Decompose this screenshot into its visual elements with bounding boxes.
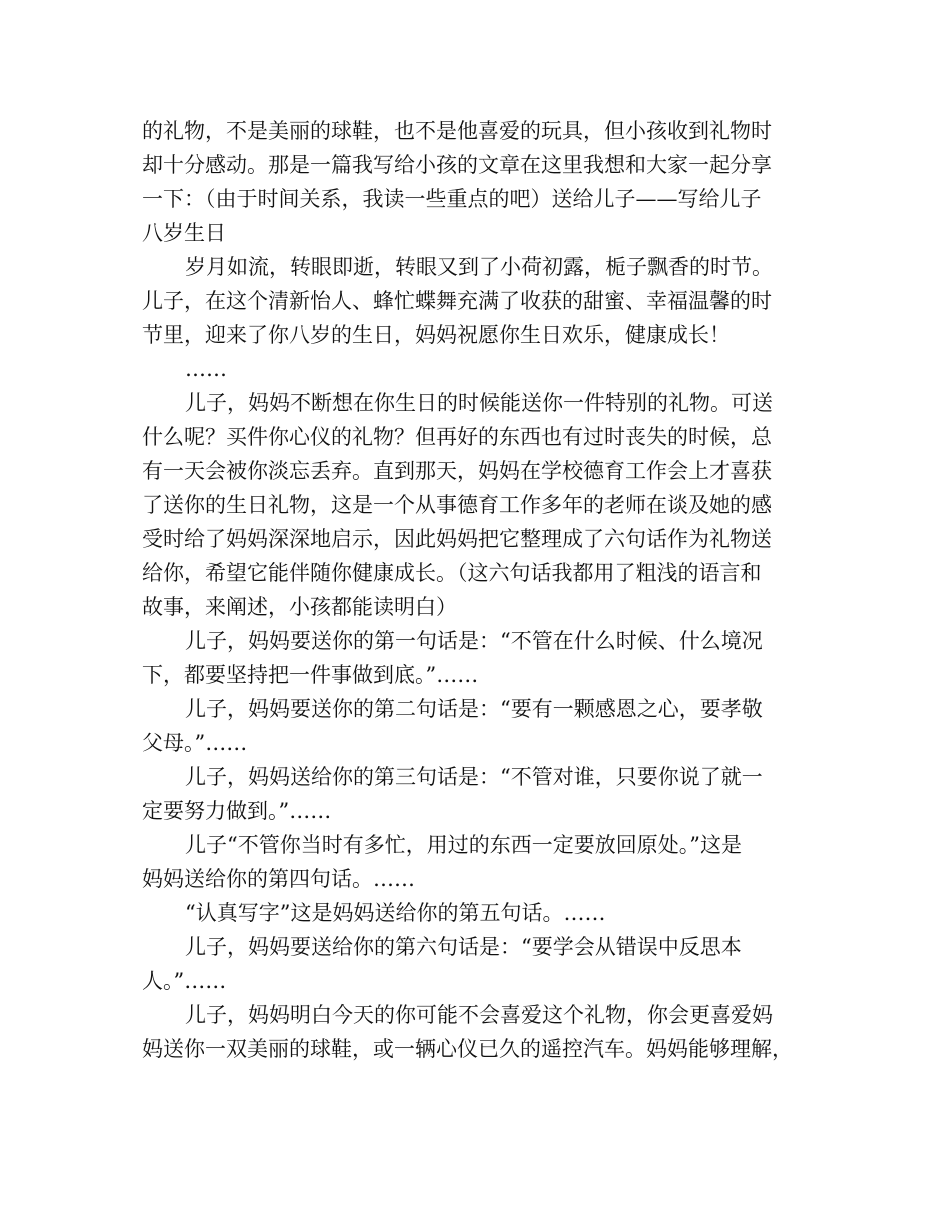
text-line: 妈妈送给你的第四句话。…… [142, 867, 415, 891]
text-line: 儿子，妈妈送给你的第三句话是：“不管对谁，只要你说了就一 [185, 765, 763, 789]
text-line: 人。”…… [142, 969, 227, 993]
text-line: 下，都要坚持把一件事做到底。”…… [142, 663, 479, 687]
article-body [142, 114, 822, 1066]
text-line: 一下：（由于时间关系，我读一些重点的吧）送给儿子——写给儿子 [142, 187, 762, 211]
text-line: 定要努力做到。”…… [142, 799, 332, 823]
text-line: 的礼物，不是美丽的球鞋，也不是他喜爱的玩具，但小孩收到礼物时 [142, 119, 772, 143]
text-line: 受时给了妈妈深深地启示，因此妈妈把它整理成了六句话作为礼物送 [142, 527, 772, 551]
text-line: 妈送你一双美丽的球鞋，或一辆心仪已久的遥控汽车。妈妈能够理解， [142, 1037, 793, 1061]
text-line: 儿子，妈妈要送给你的第六句话是：“要学会从错误中反思本 [185, 935, 742, 959]
text-line: …… [185, 357, 227, 381]
text-line: 儿子，妈妈要送你的第二句话是：“要有一颗感恩之心，要孝敬 [185, 697, 763, 721]
text-line: 儿子“不管你当时有多忙，用过的东西一定要放回原处。”这是 [185, 833, 742, 857]
text-line: 儿子，妈妈要送你的第一句话是：“不管在什么时候、什么境况 [185, 629, 763, 653]
text-line: “认真写字”这是妈妈送给你的第五句话。…… [185, 901, 606, 925]
text-line: 节里，迎来了你八岁的生日，妈妈祝愿你生日欢乐，健康成长！ [142, 323, 730, 347]
text-line: 儿子，在这个清新怡人、蜂忙蝶舞充满了收获的甜蜜、幸福温馨的时 [142, 289, 772, 313]
text-line: 父母。”…… [142, 731, 248, 755]
text-line: 有一天会被你淡忘丢弃。直到那天，妈妈在学校德育工作会上才喜获 [142, 459, 772, 483]
text-line: 什么呢？买件你心仪的礼物？但再好的东西也有过时丧失的时候，总 [142, 425, 772, 449]
text-line: 给你，希望它能伴随你健康成长。（这六句话我都用了粗浅的语言和 [142, 561, 762, 585]
text-line: 八岁生日 [142, 221, 226, 245]
text-line: 了送你的生日礼物，这是一个从事德育工作多年的老师在谈及她的感 [142, 493, 772, 517]
text-line: 儿子，妈妈明白今天的你可能不会喜爱这个礼物，你会更喜爱妈 [185, 1003, 773, 1027]
text-line: 却十分感动。那是一篇我写给小孩的文章在这里我想和大家一起分享 [142, 153, 772, 177]
text-line: 岁月如流，转眼即逝，转眼又到了小荷初露，栀子飘香的时节。 [185, 255, 773, 279]
text-line: 故事，来阐述，小孩都能读明白） [142, 595, 457, 619]
text-line: 儿子，妈妈不断想在你生日的时候能送你一件特别的礼物。可送 [185, 391, 773, 415]
